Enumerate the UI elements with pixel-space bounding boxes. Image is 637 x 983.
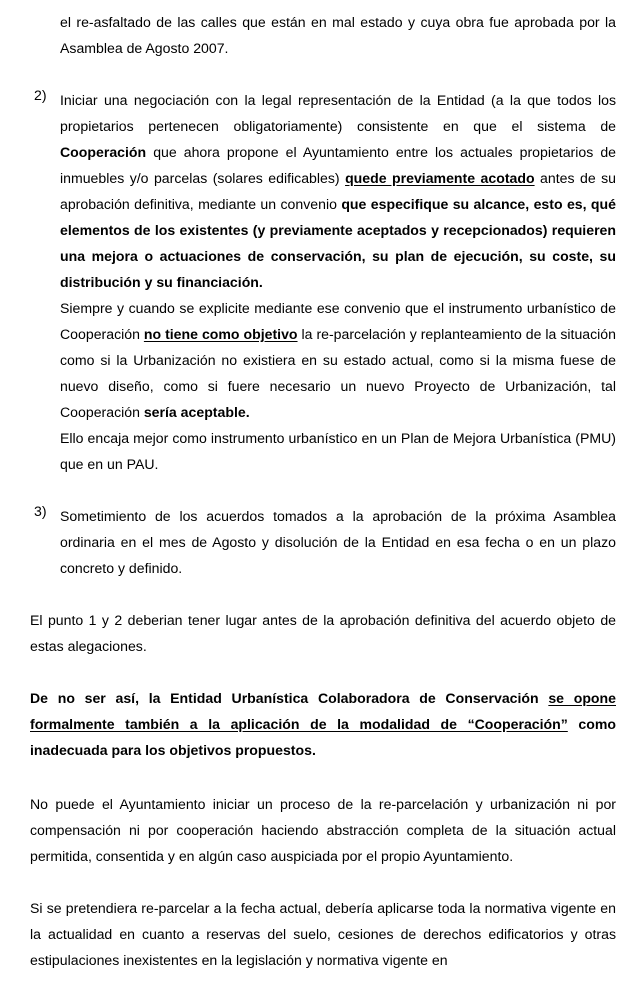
- item2-paragraph-1: Iniciar una negociación con la legal representación de la Entidad (a la que todos los propietarios pertenecen obligatoriamente) consistente en que el sistema de Cooperación que ahora propone el Ayuntamiento entre los actuales propietarios de inmuebles y/o parcelas (solares edificables) quede previamente acotado antes de su aprobación definitiva, mediante un convenio que especifique su alcance, esto es, qué elementos de los existentes (y previamente aceptados y recepcionados) requieren una mejora o actuaciones de conservación, su plan de ejecución, su coste, su distribución y su financiación.: [60, 92, 617, 290]
- bold-emphasis: sería aceptable.: [143, 404, 250, 420]
- paragraph-opposition: De no ser así, la Entidad Urbanística Colaboradora de Conservación se opone formalmente también a la aplicación de la modalidad de “Cooperación” como inadecuada para los objetivos propuestos.: [30, 690, 616, 758]
- intro-continuation: el re-asfaltado de las calles que están en mal estado y cuya obra fue aprobada por la Asamblea de Agosto 2007.: [60, 14, 616, 56]
- underlined-emphasis: se opone formalmente también a la aplicación de la modalidad de “Cooperación”: [30, 690, 616, 732]
- list-item-2: [30, 87, 616, 477]
- item2-paragraph-2: Siempre y cuando se explicite mediante ese convenio que el instrumento urbanístico de Cooperación no tiene como objetivo la re-parcelación y replanteamiento de la situación como si la Urbanización no existiera en su estado actual, como si la misma fuese de nuevo diseño, como si fuere necesario un nuevo Proyecto de Urbanización, tal Cooperación sería aceptable.: [60, 300, 616, 420]
- list-number: 3): [34, 503, 47, 519]
- item3-paragraph: Sometimiento de los acuerdos tomados a la aprobación de la próxima Asamblea ordinaria en el mes de Agosto y disolución de la Entidad en esa fecha o en un plazo concreto y definido.: [60, 508, 616, 576]
- underlined-emphasis: no tiene como objetivo: [143, 326, 298, 342]
- list-item-3: [30, 503, 616, 581]
- bold-emphasis: que especifique su alcance, esto es, qué elementos de los existentes (y previamente aceptados y recepcionados) requieren una mejora o actuaciones de conservación, su plan de ejecución, su coste, su distribución y su financiación.: [60, 196, 616, 290]
- paragraph-council: No puede el Ayuntamiento iniciar un proceso de la re-parcelación y urbanización ni por compensación ni por cooperación haciendo abstracción completa de la situación actual permitida, consentida y en algún caso auspiciada por el propio Ayuntamiento.: [30, 796, 616, 864]
- list-number: 2): [34, 87, 47, 103]
- underlined-emphasis: quede previamente acotado: [345, 170, 535, 186]
- paragraph-reparcel: Si se pretendiera re-parcelar a la fecha actual, debería aplicarse toda la normativa vigente en la actualidad en cuanto a reservas del suelo, cesiones de derechos edificatorios y otras estipulaciones inexistentes en la legislación y normativa vigente en: [30, 900, 616, 968]
- item2-paragraph-3: Ello encaja mejor como instrumento urbanístico en un Plan de Mejora Urbanística (PMU) que en un PAU.: [60, 430, 616, 472]
- bold-term: Cooperación: [60, 144, 147, 160]
- paragraph-points: El punto 1 y 2 deberian tener lugar antes de la aprobación definitiva del acuerdo objeto de estas alegaciones.: [30, 612, 616, 654]
